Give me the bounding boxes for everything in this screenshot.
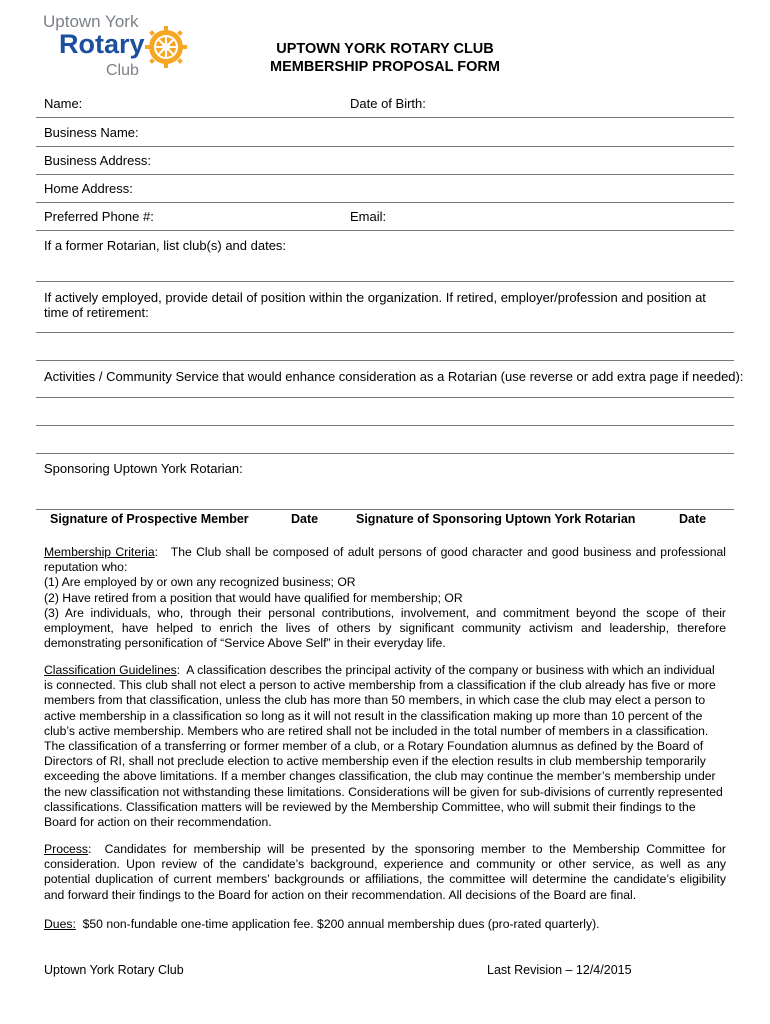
criteria-item-3: (3) Are individuals, who, through their personal contributions, involvement, and commitment beyond the scope of their employment, have helped to enrich the lives of others by significant community activism and leadership, therefore demonstrating personification of “Service Above Self” in their everyday life. <box>44 605 726 651</box>
footer-revision: Last Revision – 12/4/2015 <box>487 963 632 977</box>
classification-heading: Classification Guidelines <box>44 663 177 677</box>
footer-club-name: Uptown York Rotary Club <box>44 963 184 977</box>
rotary-logo <box>40 12 195 80</box>
business-address-field-label[interactable]: Business Address: <box>44 153 151 168</box>
field-divider <box>36 397 734 398</box>
criteria-item-2: (2) Have retired from a position that would have qualified for membership; OR <box>44 590 463 605</box>
signature-line <box>36 509 734 510</box>
field-divider <box>36 202 734 203</box>
prospective-signature-label[interactable]: Signature of Prospective Member <box>50 512 249 526</box>
page-title-form: MEMBERSHIP PROPOSAL FORM <box>270 59 500 75</box>
process-text: Candidates for membership will be presented by the sponsoring member to the Membership Committee for consideration. Upon review of the candidate’s background, experience and community or other service, as well as any potential duplication of current members’ backgrounds or affiliations, the committee will determine the candidate’s eligibility and forward their findings to the Board for action on their recommendation. All decisions of the Board are final. <box>44 842 726 902</box>
field-divider <box>36 425 734 426</box>
field-divider <box>36 332 734 333</box>
criteria-item-1: (1) Are employed by or own any recognized business; OR <box>44 575 356 590</box>
name-field-label[interactable]: Name: <box>44 96 83 111</box>
field-divider <box>36 360 734 361</box>
logo-line-uptown-york: Uptown York <box>43 12 139 31</box>
sponsoring-signature-label[interactable]: Signature of Sponsoring Uptown York Rotarian <box>356 512 636 526</box>
dues-text: $50 non-fundable one-time application fee. $200 annual membership dues (pro-rated quarterly). <box>82 917 600 931</box>
field-divider <box>36 453 734 454</box>
field-divider <box>36 281 734 282</box>
classification-section: Classification Guidelines: A classification describes the principal activity of the company or business with which an individual is connected. This club shall not elect a person to active membership from a classification if the club already has five or more members from that classification, unless the club has more than 50 members, in which case the club may elect a person to active membership in a classification so long as it will not result in the classification making up more than 10 percent of the club’s active membership. Members who are retired shall not be included in the total number of members in a classification. The classification of a transferring or former member of a club, or a Rotary Foundation alumnus as defined by the Board of Directors of RI, shall not preclude election to active membership even if the election results in club membership temporarily exceeding the above limitations. If a member changes classification, the club may continue the member’s membership under the new classification not withstanding these limitations. Considerations will be given for sub-divisions of currently represented classifications. Classification matters will be reviewed by the Membership Committee, who will submit their findings to the Board for action on their recommendation. <box>44 663 723 830</box>
dues-section <box>44 917 726 932</box>
dues-heading: Dues: <box>44 917 76 931</box>
process-section: Process: Candidates for membership will be presented by the sponsoring member to the Membership Committee for consideration. Upon review of the candidate’s background, experience and community or other service, as well as any potential duplication of current members’ backgrounds or affiliations, the committee will determine the candidate’s eligibility and forward their findings to the Board for action on their recommendation. All decisions of the Board are final. <box>44 842 726 902</box>
page-title-club: UPTOWN YORK ROTARY CLUB <box>276 41 494 57</box>
activities-field-label[interactable]: Activities / Community Service that would enhance consideration as a Rotarian (use reverse or add extra page if needed): <box>44 369 744 384</box>
employment-field-label[interactable]: If actively employed, provide detail of position within the organization. If retired, employer/profession and position at time of retirement: <box>44 290 706 320</box>
process-heading: Process <box>44 842 89 856</box>
sponsor-field-label[interactable]: Sponsoring Uptown York Rotarian: <box>44 461 243 476</box>
field-divider <box>36 174 734 175</box>
logo-line-club: Club <box>106 62 139 79</box>
dob-field-label[interactable]: Date of Birth: <box>350 96 426 111</box>
business-name-field-label[interactable]: Business Name: <box>44 125 139 140</box>
membership-criteria-section: Membership Criteria: The Club shall be composed of adult persons of good character and good business and professional reputation who: (1) Are employed by or own any recognized business; OR (2) Have retired from a position that would have qualified for membership; OR (3) Are individuals, who, through their personal contributions, involvement, and commitment beyond the scope of their employment, have helped to enrich the lives of others by significant community activism and leadership, therefore demonstrating personification of “Service Above Self” in their everyday life. <box>44 545 727 651</box>
field-divider <box>36 117 734 118</box>
email-field-label[interactable]: Email: <box>350 209 387 224</box>
date-label-sponsoring[interactable]: Date <box>679 512 707 526</box>
date-label-prospective[interactable]: Date <box>291 512 319 526</box>
phone-field-label[interactable]: Preferred Phone #: <box>44 209 154 224</box>
logo-line-rotary: Rotary <box>59 29 145 59</box>
home-address-field-label[interactable]: Home Address: <box>44 181 133 196</box>
membership-criteria-intro: The Club shall be composed of adult persons of good character and good business and professional reputation who: <box>44 545 727 575</box>
field-divider <box>36 146 734 147</box>
field-divider <box>36 230 734 231</box>
former-rotarian-field-label[interactable]: If a former Rotarian, list club(s) and dates: <box>44 238 287 253</box>
membership-criteria-heading: Membership Criteria <box>44 545 155 559</box>
classification-text: A classification describes the principal activity of the company or business with which an individual is connected. This club shall not elect a person to active membership from a classification if the club already has five or more members from that classification, unless the club has more than 50 members, in which case the club may elect a person to active membership in a classification so long as it will not result in the classification making up more than 10 percent of the club’s active membership. Members who are retired shall not be included in the total number of members in a classification. The classification of a transferring or former member of a club, or a Rotary Foundation alumnus as defined by the Board of Directors of RI, shall not preclude election to active membership even if the election results in club membership temporarily exceeding the above limitations. If a member changes classification, the club may continue the member’s membership under the new classification not withstanding these limitations. Considerations will be given for sub-divisions of currently represented classifications. Classification matters will be reviewed by the Membership Committee, who will submit their findings to the Board for action on their recommendation. <box>44 663 723 830</box>
rotary-wheel-icon <box>145 26 187 68</box>
